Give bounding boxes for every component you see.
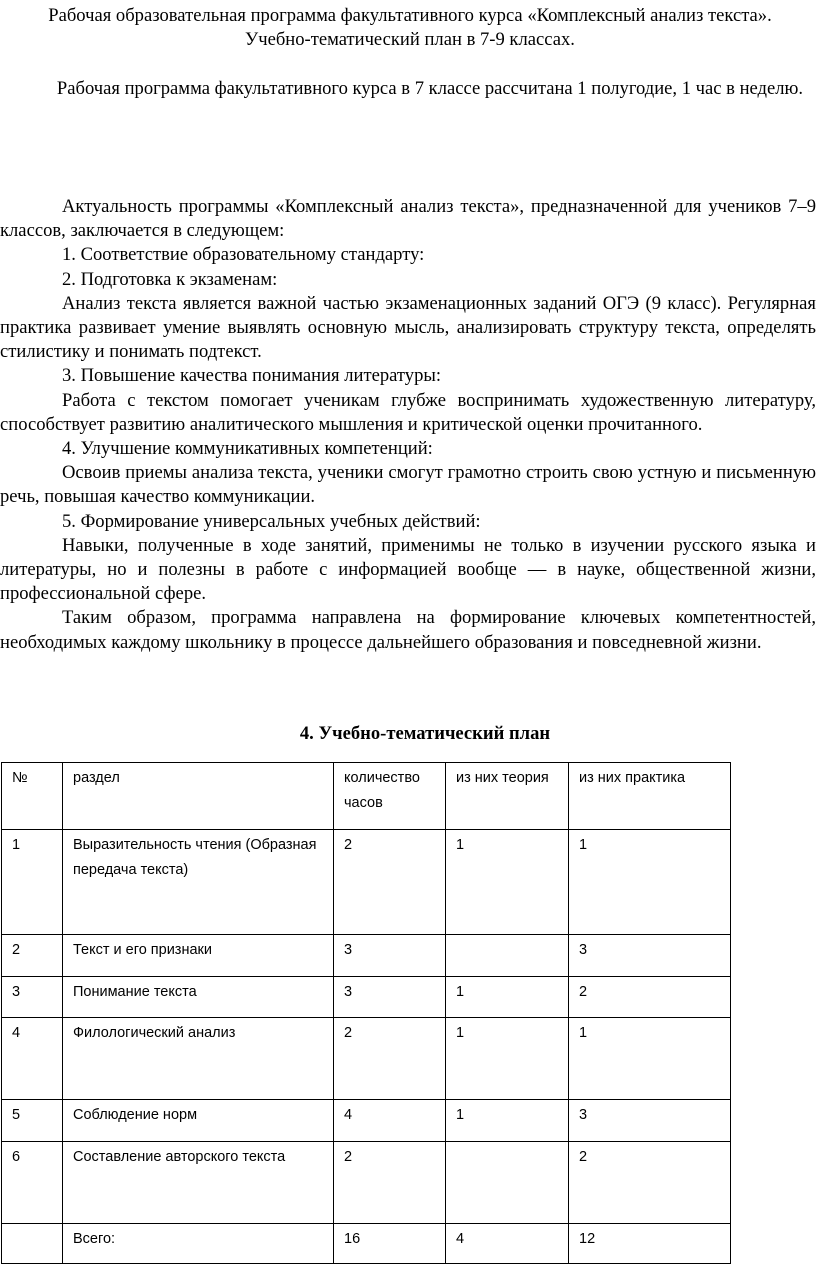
conclusion-paragraph: Таким образом, программа направлена на формирование ключевых компетентностей, необходимых каждому школьнику в процессе дальнейшего образования и повседневной жизни. bbox=[0, 607, 816, 653]
cell-section: Соблюдение норм bbox=[63, 1100, 334, 1142]
table-row bbox=[2, 977, 731, 1018]
table-row bbox=[2, 1100, 731, 1142]
header-cell-hours: количество часов bbox=[334, 763, 446, 830]
cell-theory: 1 bbox=[446, 1100, 569, 1142]
cell-theory: 1 bbox=[446, 977, 569, 1018]
header-cell-section: раздел bbox=[63, 763, 334, 830]
intro-paragraph: Актуальность программы «Комплексный анализ текста», предназначенной для учеников 7–9 классов, заключается в следующем: bbox=[0, 196, 816, 242]
cell-num: 4 bbox=[2, 1018, 63, 1100]
cell-theory bbox=[446, 1142, 569, 1224]
cell-num: 5 bbox=[2, 1100, 63, 1142]
document-body bbox=[0, 195, 816, 655]
cell-section: Филологический анализ bbox=[63, 1018, 334, 1100]
cell-hours: 2 bbox=[334, 1018, 446, 1100]
cell-hours: 4 bbox=[334, 1100, 446, 1142]
list-item-3-text: Работа с текстом помогает ученикам глубже воспринимать художественную литературу, способствует развитию аналитического мышления и критической оценки прочитанного. bbox=[0, 389, 816, 435]
list-item-4-heading: 4. Улучшение коммуникативных компетенций: bbox=[62, 438, 433, 460]
cell-practice: 3 bbox=[569, 1100, 731, 1142]
header-cell-num: № bbox=[2, 763, 63, 830]
cell-total-practice: 12 bbox=[569, 1224, 731, 1264]
list-item-2-heading: 2. Подготовка к экзаменам: bbox=[62, 268, 278, 290]
document-subtitle: Рабочая программа факультативного курса в 7 классе рассчитана 1 полугодие, 1 час в неделю. bbox=[56, 78, 804, 99]
cell-num bbox=[2, 1224, 63, 1264]
cell-num: 1 bbox=[2, 830, 63, 935]
table-row bbox=[2, 1142, 731, 1224]
cell-num: 2 bbox=[2, 935, 63, 977]
cell-theory: 1 bbox=[446, 830, 569, 935]
cell-theory bbox=[446, 935, 569, 977]
document-title: Рабочая образовательная программа факультативного курса «Комплексный анализ текста». Учебно-тематический план в 7-9 классах. bbox=[48, 5, 772, 51]
cell-total-label: Всего: bbox=[63, 1224, 334, 1264]
cell-practice: 1 bbox=[569, 830, 731, 935]
table-header-row bbox=[2, 763, 731, 830]
cell-num: 6 bbox=[2, 1142, 63, 1224]
cell-hours: 2 bbox=[334, 1142, 446, 1224]
cell-section: Составление авторского текста bbox=[63, 1142, 334, 1224]
list-item-4-text: Освоив приемы анализа текста, ученики смогут грамотно строить свою устную и письменную речь, повышая качество коммуникации. bbox=[0, 462, 816, 508]
list-item-5-heading: 5. Формирование универсальных учебных действий: bbox=[62, 510, 481, 532]
cell-total-hours: 16 bbox=[334, 1224, 446, 1264]
list-item-1-heading: 1. Соответствие образовательному стандарту: bbox=[62, 244, 425, 266]
cell-practice: 1 bbox=[569, 1018, 731, 1100]
cell-hours: 2 bbox=[334, 830, 446, 935]
table-row bbox=[2, 830, 731, 935]
cell-theory: 1 bbox=[446, 1018, 569, 1100]
cell-section: Текст и его признаки bbox=[63, 935, 334, 977]
list-item-3-heading: 3. Повышение качества понимания литературы: bbox=[62, 365, 442, 387]
cell-num: 3 bbox=[2, 977, 63, 1018]
plan-table bbox=[1, 762, 731, 1264]
cell-hours: 3 bbox=[334, 977, 446, 1018]
cell-practice: 3 bbox=[569, 935, 731, 977]
table-row bbox=[2, 1018, 731, 1100]
cell-section: Выразительность чтения (Образная передача текста) bbox=[63, 830, 334, 935]
cell-total-theory: 4 bbox=[446, 1224, 569, 1264]
cell-practice: 2 bbox=[569, 977, 731, 1018]
cell-hours: 3 bbox=[334, 935, 446, 977]
table-row bbox=[2, 935, 731, 977]
table-total-row bbox=[2, 1224, 731, 1264]
cell-practice: 2 bbox=[569, 1142, 731, 1224]
header-cell-practice: из них практика bbox=[569, 763, 731, 830]
plan-heading: 4. Учебно-тематический план bbox=[299, 723, 551, 744]
header-cell-theory: из них теория bbox=[446, 763, 569, 830]
cell-section: Понимание текста bbox=[63, 977, 334, 1018]
list-item-5-text: Навыки, полученные в ходе занятий, применимы не только в изучении русского языка и литературы, но и полезны в работе с информацией вообще — в науке, общественной жизни, профессиональной сфере. bbox=[0, 534, 816, 605]
list-item-2-text: Анализ текста является важной частью экзаменационных заданий ОГЭ (9 класс). Регулярная практика развивает умение выявлять основную мысль, анализировать структуру текста, определять стилистику и понимать подтекст. bbox=[0, 292, 816, 363]
